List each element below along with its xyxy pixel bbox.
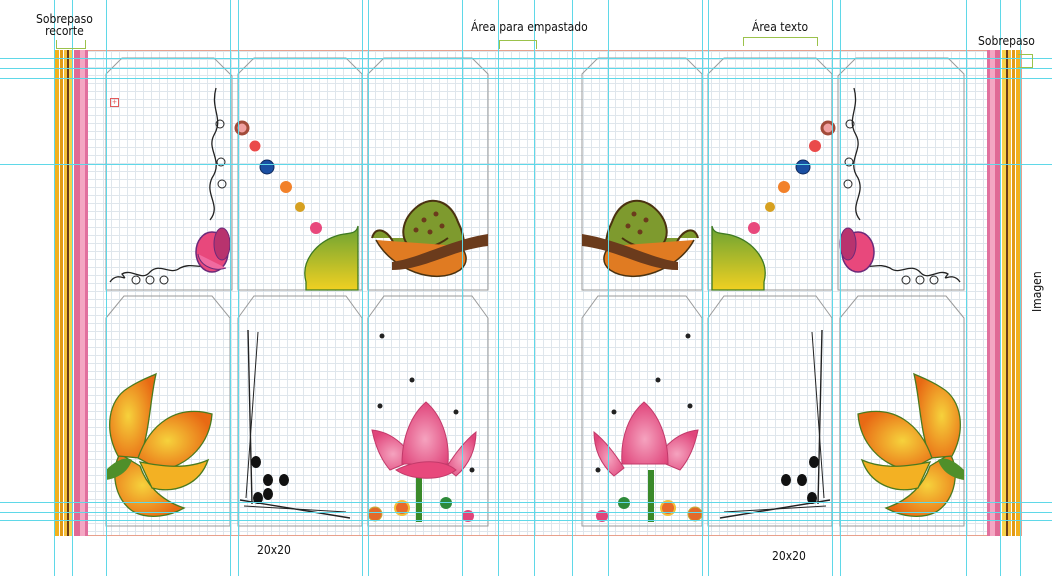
- guide-vertical: [840, 0, 841, 576]
- bleed-bracket-right: [1018, 54, 1033, 68]
- page-size-right: 20x20: [772, 549, 806, 563]
- image-side-label: Imagen: [1030, 271, 1044, 312]
- bleed-label-line2: recorte: [45, 24, 84, 38]
- guide-horizontal: [0, 78, 1052, 79]
- guide-vertical: [702, 0, 703, 576]
- card-sticks-dots-mirror: [708, 296, 832, 526]
- guide-vertical: [362, 0, 363, 576]
- guide-vertical: [966, 0, 967, 576]
- guide-vertical: [230, 0, 231, 576]
- card-orange-flower: [106, 296, 230, 526]
- bleed-label-line1: Sobrepaso: [36, 12, 93, 26]
- card-beads-diagonal-mirror: [708, 58, 834, 290]
- guide-vertical: [462, 0, 463, 576]
- card-orange-flower-mirror: [840, 296, 964, 526]
- card-pink-lotus-mirror: [582, 296, 702, 526]
- binding-area-bracket: [499, 40, 537, 49]
- guide-vertical: [72, 0, 73, 576]
- text-area-label: Área texto: [752, 20, 809, 34]
- guide-horizontal: [0, 58, 1052, 59]
- guide-vertical: [608, 0, 609, 576]
- guide-horizontal: [0, 164, 1052, 165]
- card-swirl-corner-mirror: [838, 58, 964, 290]
- guide-horizontal: [0, 512, 1052, 513]
- guide-vertical: [572, 0, 573, 576]
- card-paisley-leaf-mirror: [582, 58, 702, 290]
- guide-vertical: [106, 0, 107, 576]
- page-size-left: 20x20: [257, 543, 291, 557]
- guide-horizontal: [0, 520, 1052, 521]
- card-sticks-dots: [238, 296, 362, 526]
- guide-vertical: [498, 0, 499, 576]
- guide-horizontal: [0, 68, 1052, 69]
- card-beads-diagonal: [236, 58, 362, 290]
- guide-vertical: [238, 0, 239, 576]
- card-swirl-corner: [106, 58, 232, 290]
- binding-area-label: Área para empastado: [471, 20, 588, 34]
- card-paisley-leaf: [368, 58, 488, 290]
- frame-marker-icon: +: [111, 98, 118, 106]
- card-pink-lotus: [368, 296, 488, 526]
- guide-vertical: [368, 0, 369, 576]
- guide-vertical: [708, 0, 709, 576]
- guide-vertical: [534, 0, 535, 576]
- guide-horizontal: [0, 502, 1052, 503]
- guide-vertical: [54, 0, 55, 576]
- guide-vertical: [832, 0, 833, 576]
- text-area-bracket: [743, 37, 818, 46]
- guide-vertical: [1000, 0, 1001, 576]
- bleed-bracket-left: [56, 40, 86, 49]
- guide-vertical: [1020, 0, 1021, 576]
- bleed-label-right: Sobrepaso: [978, 34, 1035, 48]
- bleed-label: [36, 13, 93, 37]
